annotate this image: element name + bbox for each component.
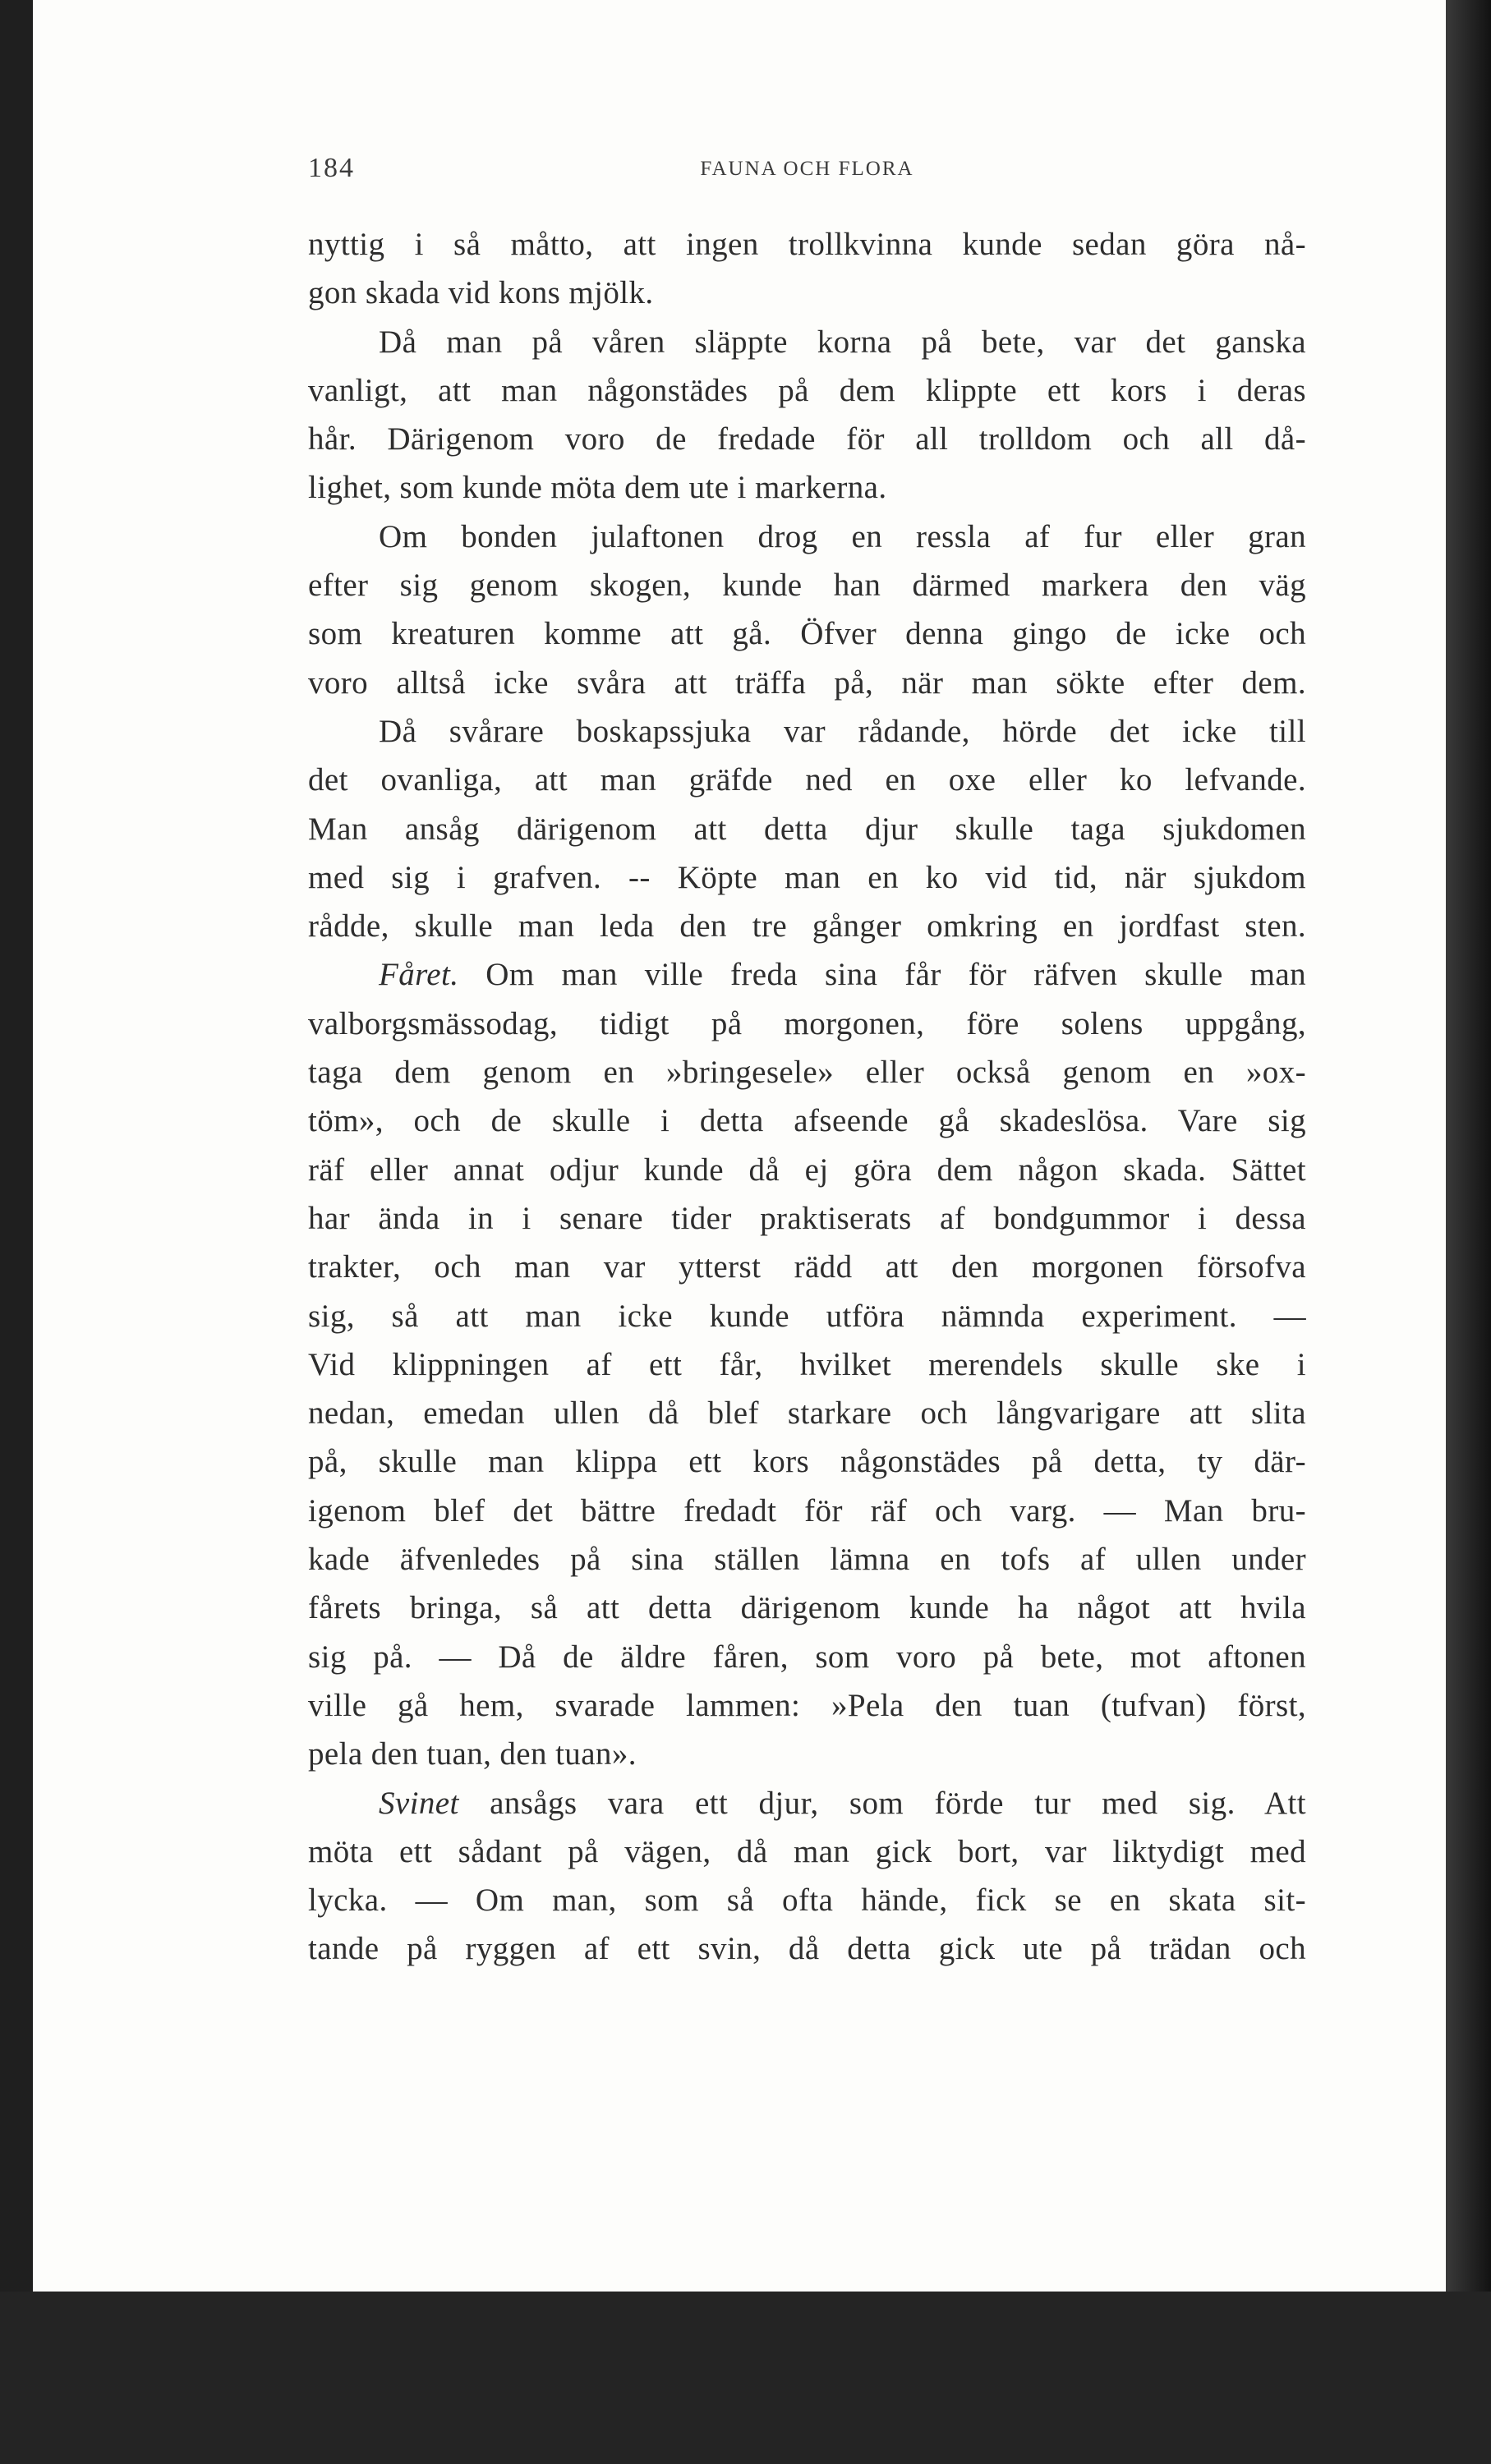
text-line (308, 1096, 1306, 1145)
text-line (308, 707, 1306, 756)
text-line (308, 1340, 1306, 1389)
line-text: Om bonden julaftonen drog en ressla af fur eller gran (379, 518, 1306, 554)
text-line (308, 853, 1306, 902)
text-line (308, 1292, 1306, 1340)
text-line (308, 609, 1306, 658)
text-line (308, 1389, 1306, 1437)
italic-term: Fåret. (379, 957, 459, 993)
line-text: Om man ville freda sina får för räfven skulle man (458, 957, 1306, 993)
text-line (308, 1827, 1306, 1876)
line-text: möta ett sådant på vägen, då man gick bort, var liktydigt med (308, 1833, 1306, 1869)
text-line (308, 756, 1306, 804)
page-number: 184 (308, 153, 355, 183)
text-line (308, 1000, 1306, 1048)
text-line (308, 366, 1306, 415)
text-line (308, 561, 1306, 609)
line-text: rådde, skulle man leda den tre gånger omkring en jordfast sten. (308, 908, 1306, 945)
line-text: räf eller annat odjur kunde då ej göra dem någon skada. Sättet (308, 1152, 1306, 1188)
text-line (308, 902, 1306, 950)
line-text: töm», och de skulle i detta afseende gå skadeslösa. Vare sig (308, 1103, 1306, 1139)
line-text: lycka. — Om man, som så ofta hände, fick se en skata sit- (308, 1882, 1306, 1919)
text-line (308, 1243, 1306, 1291)
text-line (308, 1779, 1306, 1827)
line-text: med sig i grafven. -- Köpte man en ko vid tid, när sjukdom (308, 859, 1306, 895)
text-line (308, 318, 1306, 366)
line-text: sig, så att man icke kunde utföra nämnda experiment. — (308, 1298, 1306, 1334)
text-line (308, 220, 1306, 269)
line-text: nyttig i så måtto, att ingen trollkvinna kunde sedan göra nå- (308, 227, 1306, 262)
line-text: nedan, emedan ullen då blef starkare och långvarigare att slita (308, 1395, 1306, 1432)
line-text: vanligt, att man någonstädes på dem klippte ett kors i deras (308, 372, 1306, 408)
text-line (308, 1437, 1306, 1486)
line-text: ville gå hem, svarade lammen: »Pela den tuan (tufvan) först, (308, 1687, 1306, 1723)
line-text: kade äfvenledes på sina ställen lämna en tofs af ullen under (308, 1542, 1306, 1578)
scan-bottom-margin (0, 2292, 1491, 2464)
line-text: tande på ryggen af ett svin, då detta gick ute på trädan och (308, 1931, 1306, 1967)
line-text: Man ansåg därigenom att detta djur skulle taga sjukdomen (308, 811, 1306, 847)
line-text: Då svårare boskapssjuka var rådande, hörde det icke till (379, 713, 1306, 749)
text-line (308, 1048, 1306, 1096)
text-line (308, 659, 1306, 707)
text-line (308, 1730, 1306, 1778)
line-text: voro alltså icke svåra att träffa på, när man sökte efter dem. (308, 664, 1306, 701)
text-line (308, 1633, 1306, 1681)
text-line (308, 513, 1306, 561)
text-line (308, 1681, 1306, 1730)
line-text: efter sig genom skogen, kunde han därmed markera den väg (308, 568, 1306, 604)
body-text (308, 220, 1306, 1974)
text-line (308, 1535, 1306, 1584)
text-line (308, 1146, 1306, 1194)
line-text: valborgsmässodag, tidigt på morgonen, före solens uppgång, (308, 1005, 1306, 1041)
line-text: fårets bringa, så att detta därigenom kunde ha något att hvila (308, 1590, 1306, 1626)
line-text: lighet, som kunde möta dem ute i markerna. (308, 470, 887, 506)
line-text: taga dem genom en »bringesele» eller också genom en »ox- (308, 1055, 1306, 1091)
line-text: trakter, och man var ytterst rädd att den morgonen försofva (308, 1249, 1306, 1285)
line-text: Vid klippningen af ett får, hvilket merendels skulle ske i (308, 1346, 1306, 1382)
page-header (308, 153, 1306, 194)
text-line (308, 415, 1306, 463)
running-title: FAUNA OCH FLORA (700, 158, 914, 180)
line-text: sig på. — Då de äldre fåren, som voro på bete, mot aftonen (308, 1639, 1306, 1675)
text-line (308, 1194, 1306, 1243)
text-line (308, 1584, 1306, 1632)
text-line (308, 1487, 1306, 1535)
line-text: har ända in i senare tider praktiserats af bondgummor i dessa (308, 1200, 1306, 1236)
text-line (308, 805, 1306, 853)
line-text: igenom blef det bättre fredadt för räf och varg. — Man bru- (308, 1492, 1306, 1529)
text-line (308, 269, 1306, 317)
line-text: det ovanliga, att man gräfde ned en oxe eller ko lefvande. (308, 762, 1306, 798)
line-text: på, skulle man klippa ett kors någonstädes på detta, ty där- (308, 1444, 1306, 1480)
line-text: ansågs vara ett djur, som förde tur med sig. Att (458, 1785, 1306, 1821)
line-text: hår. Därigenom voro de fredade för all trolldom och all då- (308, 421, 1306, 457)
italic-term: Svinet (379, 1785, 459, 1821)
line-text: Då man på våren släppte korna på bete, var det ganska (379, 324, 1306, 360)
text-line (308, 1876, 1306, 1924)
line-text: som kreaturen komme att gå. Öfver denna gingo de icke och (308, 616, 1306, 652)
line-text: pela den tuan, den tuan». (308, 1736, 637, 1772)
text-line (308, 1924, 1306, 1973)
line-text: gon skada vid kons mjölk. (308, 275, 654, 311)
text-line (308, 463, 1306, 512)
text-line (308, 950, 1306, 999)
scan-right-edge (1446, 0, 1491, 2464)
